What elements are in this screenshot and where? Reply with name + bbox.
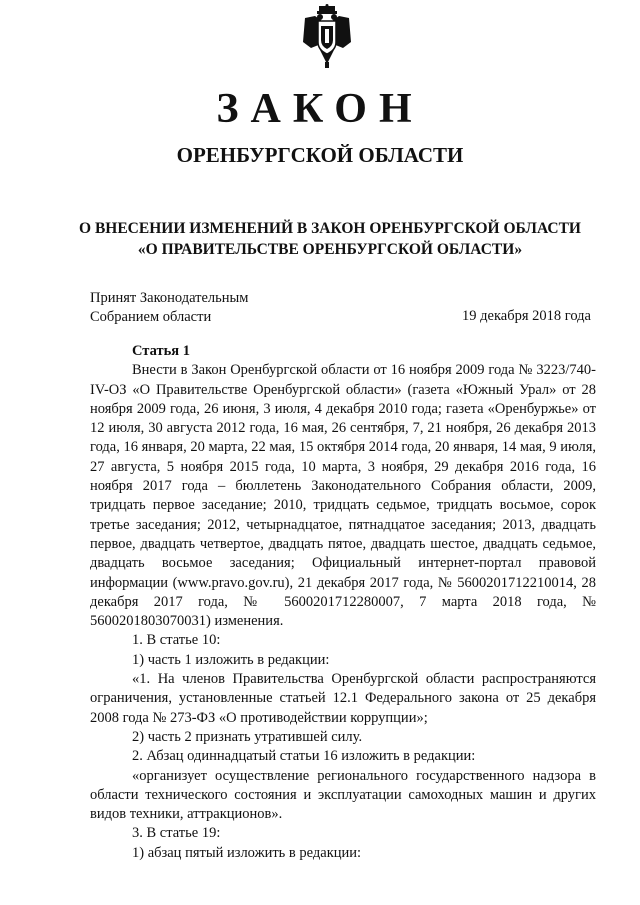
item-1-1: 1) часть 1 изложить в редакции: xyxy=(132,651,330,668)
adoption-line-2: Собранием области xyxy=(90,309,212,325)
item-2-quote: «организует осуществление регионального государственного надзора в области технического состояния и эксплуатации самоходных машин и других видов техники, аттракционов». xyxy=(90,767,596,823)
adoption-line-1: Принят Законодательным xyxy=(90,290,249,306)
coat-of-arms-icon xyxy=(301,4,353,70)
item-1: 1. В статье 10: xyxy=(132,632,221,649)
article-body xyxy=(90,342,596,863)
article-intro: Внести в Закон Оренбургской области от 16 ноября 2009 года № 3223/740-IV-ОЗ «О Правительстве Оренбургской области» (газета «Южный Урал» от 28 ноября 2009 года, 26 июня, 3 июля, 4 декабря 2010 года; газета «Оренбуржье» от 12 июля, 30 августа 2012 года, 16 мая, 26 сентября, 7, 21 ноября, 26 декабря 2013 года, 16 января, 20 марта, 22 мая, 15 октября 2014 года, 20 января, 14 мая, 9 июля, 27 августа, 5 ноября 2015 года, 10 марта, 3 ноября, 29 декабря 2016 года, 16 ноября 2017 года – бюллетень Законодательного Собрания области, 2009, тридцать первое заседание; 2010, тридцать седьмое, тридцать восьмое, сорок третье заседания; 2012, четырнадцатое, пятнадцатое заседания; 2013, двадцать первое, двадцать четвертое, двадцать пятое, двадцать шестое, двадцать седьмое, двадцать восьмое заседания; Официальный интернет-портал правовой информации (www.pravo.gov.ru), 21 декабря 2017 года, № 5600201712210014, 28 декабря 2017 года, № 5600201712280007, 7 марта 2018 года, № 5600201803070031) изменения. xyxy=(90,362,596,630)
adoption-date: 19 декабря 2018 года xyxy=(462,308,591,324)
item-2: 2. Абзац одиннадцатый статьи 16 изложить в редакции: xyxy=(132,748,476,765)
item-3-1: 1) абзац пятый изложить в редакции: xyxy=(132,844,362,861)
item-1-1-quote: «1. На членов Правительства Оренбургской области распространяются ограничения, установленные статьей 12.1 Федерального закона от 25 декабря 2008 года № 273-ФЗ «О противодействии коррупции»; xyxy=(90,671,596,726)
item-3: 3. В статье 19: xyxy=(132,825,221,842)
document-region: ОРЕНБУРГСКОЙ ОБЛАСТИ xyxy=(176,143,464,167)
law-subject xyxy=(60,218,600,260)
item-1-2: 2) часть 2 признать утратившей силу. xyxy=(132,728,363,745)
subject-line-1: О ВНЕСЕНИИ ИЗМЕНЕНИЙ В ЗАКОН ОРЕНБУРГСКОЙ ОБЛАСТИ xyxy=(79,220,581,237)
document-title: ЗАКОН xyxy=(216,86,424,132)
adoption-body xyxy=(90,289,248,327)
article-heading: Статья 1 xyxy=(132,343,190,359)
subject-line-2: «О ПРАВИТЕЛЬСТВЕ ОРЕНБУРГСКОЙ ОБЛАСТИ» xyxy=(137,241,523,258)
